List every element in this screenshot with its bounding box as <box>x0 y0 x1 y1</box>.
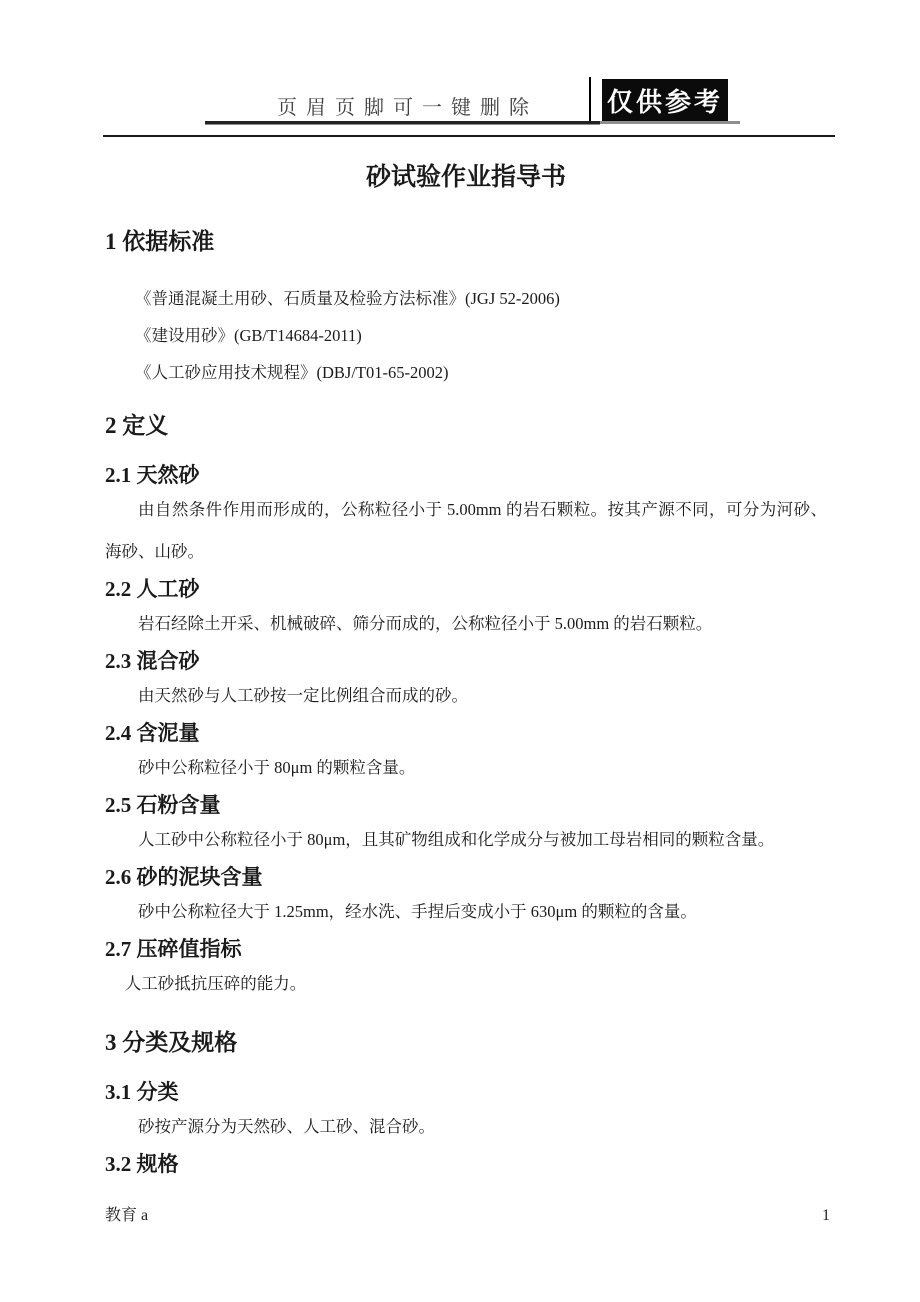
subsection-2-5-body: 人工砂中公称粒径小于 80μm，且其矿物组成和化学成分与被加工母岩相同的颗粒含量。 <box>138 830 775 849</box>
subsection-2-2-heading: 2.2 人工砂 <box>105 577 200 601</box>
subsection-2-1-heading: 2.1 天然砂 <box>105 463 200 487</box>
page-footer <box>105 1204 830 1228</box>
header-vertical-divider <box>589 77 591 125</box>
standard-reference: 《建设用砂》(GB/T14684-2011) <box>135 326 362 345</box>
section-1-heading: 1 依据标准 <box>105 229 215 254</box>
subsection-2-1-body: 由自然条件作用而形成的，公称粒径小于 5.00mm 的岩石颗粒。按其产源不同，可分为河砂、海砂、山砂。 <box>105 500 827 561</box>
section-2-heading: 2 定义 <box>105 413 169 438</box>
footer-watermark: 教育 a <box>105 1207 149 1224</box>
page-header <box>0 0 920 140</box>
header-underline-gray <box>600 121 740 124</box>
subsection-2-7-body: 人工砂抵抗压碎的能力。 <box>124 974 307 993</box>
subsection-2-5-heading: 2.5 石粉含量 <box>105 793 221 817</box>
subsection-2-2-body: 岩石经除土开采、机械破碎、筛分而成的，公称粒径小于 5.00mm 的岩石颗粒。 <box>138 614 713 633</box>
header-underline-dark <box>205 121 600 124</box>
page-number: 1 <box>822 1207 830 1224</box>
document-body <box>0 137 920 1178</box>
standard-reference: 《普通混凝土用砂、石质量及检验方法标准》(JGJ 52-2006) <box>135 289 560 308</box>
subsection-2-6-body: 砂中公称粒径大于 1.25mm，经水洗、手捏后变成小于 630μm 的颗粒的含量。 <box>138 902 697 921</box>
subsection-3-1-heading: 3.1 分类 <box>105 1080 179 1104</box>
reference-only-badge: 仅供参考 <box>602 79 728 121</box>
document-title: 砂试验作业指导书 <box>365 164 566 191</box>
subsection-3-1-body: 砂按产源分为天然砂、人工砂、混合砂。 <box>138 1117 435 1136</box>
subsection-2-3-heading: 2.3 混合砂 <box>105 649 200 673</box>
header-banner-text: 页眉页脚可一键删除 <box>277 97 538 119</box>
standard-reference: 《人工砂应用技术规程》(DBJ/T01-65-2002) <box>135 363 449 382</box>
subsection-2-3-body: 由天然砂与人工砂按一定比例组合而成的砂。 <box>138 686 468 705</box>
section-3-heading: 3 分类及规格 <box>105 1030 238 1055</box>
subsection-2-7-heading: 2.7 压碎值指标 <box>105 937 242 961</box>
standards-list <box>105 280 827 391</box>
subsection-2-4-body: 砂中公称粒径小于 80μm 的颗粒含量。 <box>138 758 416 777</box>
subsection-2-6-heading: 2.6 砂的泥块含量 <box>105 865 263 889</box>
subsection-2-4-heading: 2.4 含泥量 <box>105 721 200 745</box>
subsection-3-2-heading: 3.2 规格 <box>105 1152 179 1176</box>
